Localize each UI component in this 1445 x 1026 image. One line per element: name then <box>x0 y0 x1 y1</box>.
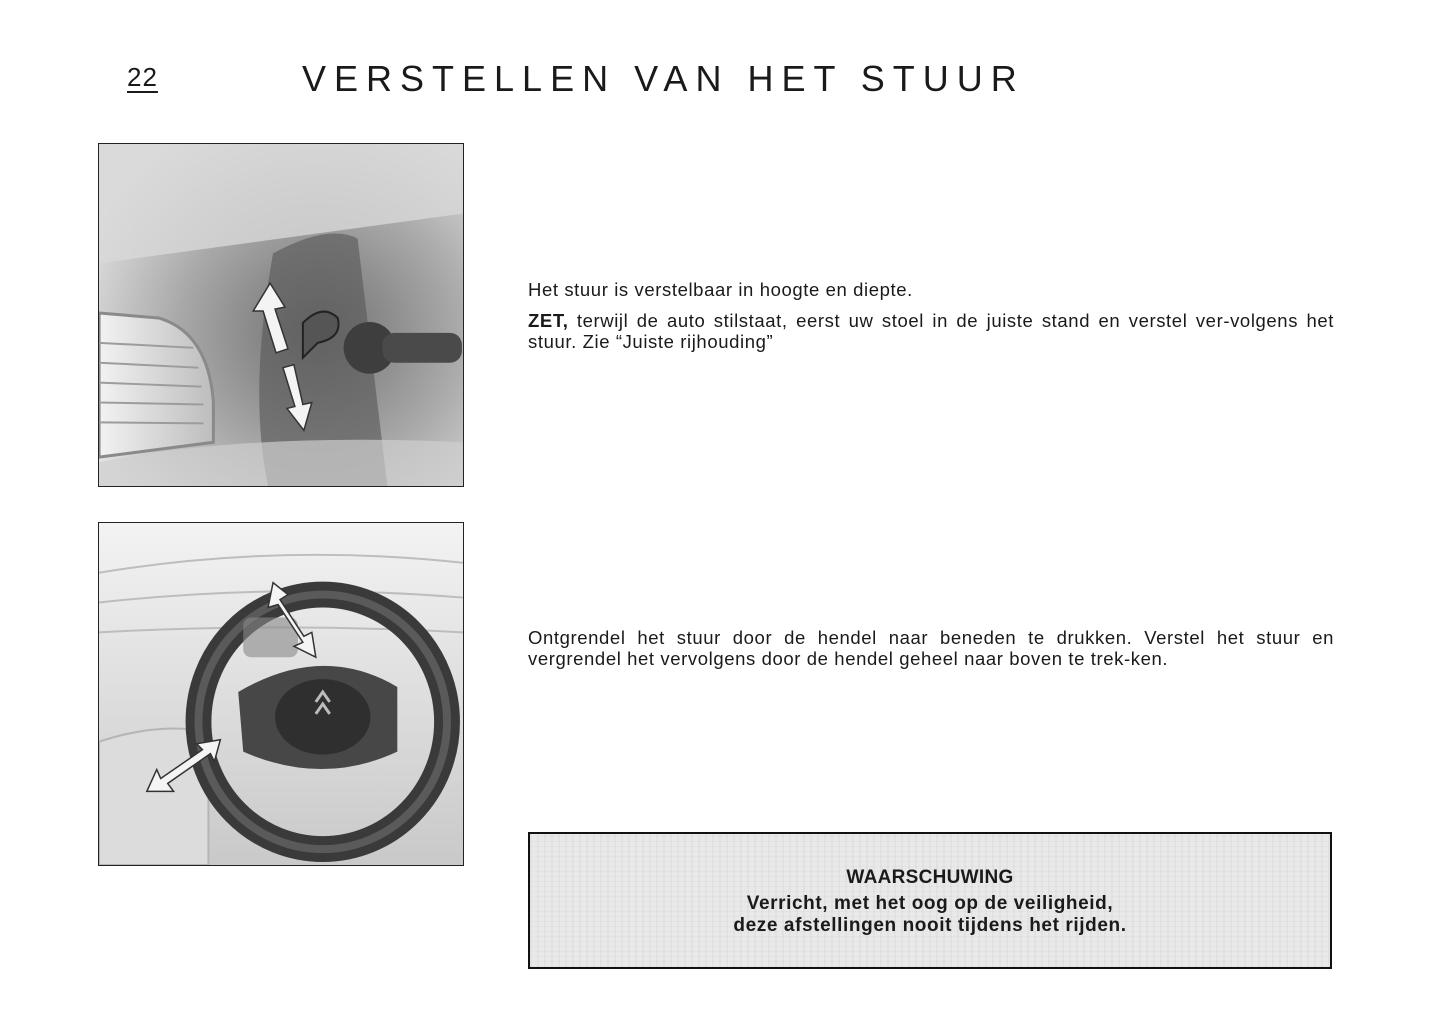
warning-line-2: deze afstellingen nooit tijdens het rijden. <box>733 915 1127 936</box>
unlock-instruction <box>528 627 1334 679</box>
warning-line-1: Verricht, met het oog op de veiligheid, <box>746 893 1114 914</box>
page-title: VERSTELLEN VAN HET STUUR <box>302 58 1025 99</box>
instruction-lead: ZET, <box>528 310 569 331</box>
instruction-paragraph <box>528 310 1334 352</box>
intro-paragraph: Het stuur is verstelbaar in hoogte en diepte. <box>528 279 913 300</box>
page-number: 22 <box>127 62 158 92</box>
adjustment-intro <box>528 279 1334 362</box>
instruction-text: terwijl de auto stilstaat, eerst uw stoel in de juiste stand en verstel ver-volgens het stuur. Zie “Juiste rijhouding” <box>528 310 1334 352</box>
warning-text <box>530 893 1330 937</box>
unlock-paragraph: Ontgrendel het stuur door de hendel naar beneden te drukken. Verstel het stuur en vergrendel het vervolgens door de hendel geheel naar boven te trek-ken. <box>528 627 1334 669</box>
steering-lever-photo <box>98 143 464 487</box>
steering-wheel-photo <box>98 522 464 866</box>
warning-title: WAARSCHUWING <box>846 867 1014 888</box>
warning-box <box>528 832 1332 969</box>
